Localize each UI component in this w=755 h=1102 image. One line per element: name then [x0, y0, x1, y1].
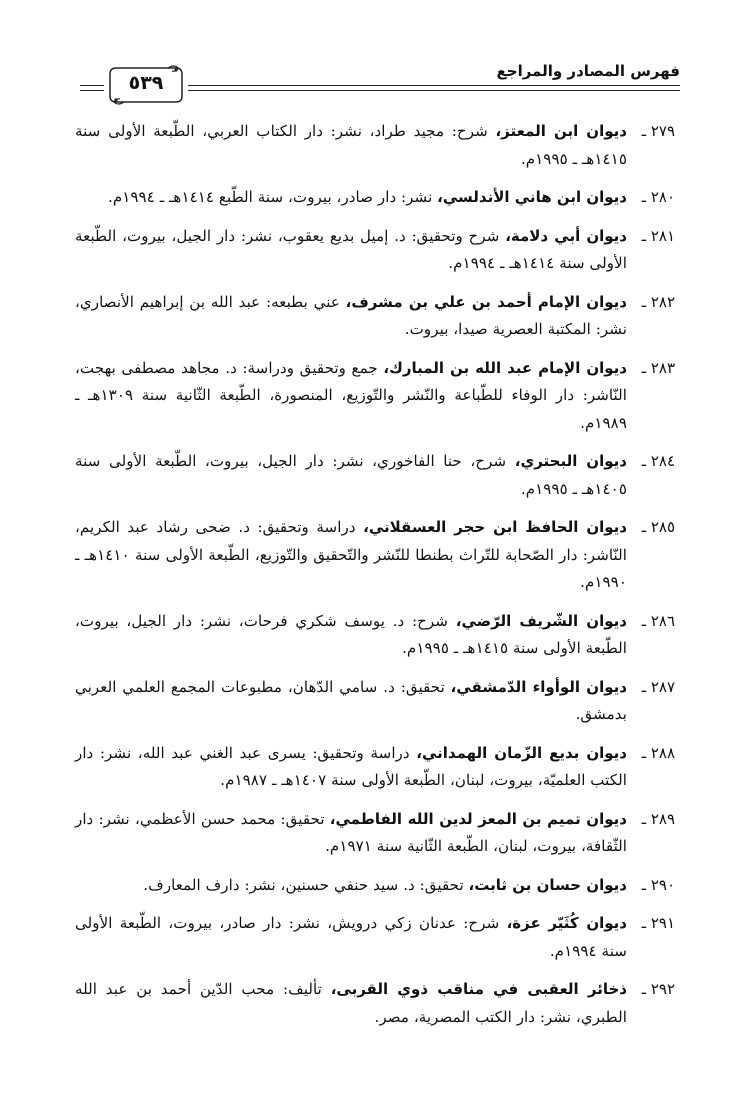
- bibliography-entry: [75, 448, 675, 503]
- entry-title: ديوان الإمام عبد الله بن المبارك،: [383, 358, 627, 377]
- entry-title: ديوان أبي دلامة،: [505, 226, 627, 245]
- entry-text: [75, 355, 627, 438]
- entry-details: تحقيق: د. سامي الدّهان، مطبوعات المجمع العلمي العربي بدمشق.: [75, 677, 627, 723]
- entry-text: [75, 184, 627, 212]
- entry-title: ديوان حسان بن ثابت،: [468, 875, 627, 894]
- entry-details: شرح وتحقيق: د. إميل بديع يعقوب، نشر: دار الجيل، بيروت، الطّبعة الأولى سنة ١٤١٤هـ ـ ١٩٩٤م.: [75, 226, 627, 272]
- entry-number: ٢٨٢ ـ: [641, 292, 675, 311]
- page-number: ٥٣٩: [128, 72, 164, 94]
- entry-text: [75, 976, 627, 1031]
- entry-number: ٢٩٠ ـ: [641, 875, 675, 894]
- entry-title: ديوان ابن المعتز،: [495, 122, 627, 140]
- entry-text: [75, 118, 627, 173]
- bibliography-list: [75, 118, 675, 1042]
- entry-text: [75, 223, 627, 278]
- entry-title: ديوان تميم بن المعز لدين الله الفاطمي،: [329, 809, 627, 828]
- entry-number: ٢٧٩ ـ: [641, 122, 675, 140]
- entry-details: نشر: دار صادر، بيروت، سنة الطّبع ١٤١٤هـ ـ ١٩٩٤م.: [108, 188, 438, 206]
- entry-number: ٢٨٣ ـ: [641, 358, 675, 377]
- bibliography-entry: [75, 608, 675, 663]
- entry-number: ٢٨٥ ـ: [641, 518, 675, 536]
- entry-number: ٢٨٧ ـ: [641, 677, 675, 696]
- entry-details: جمع وتحقيق ودراسة: د. مجاهد مصطفى بهجت، النّاشر: دار الوفاء للطّباعة والنّشر والتّوزيع، المنصورة، الطّبعة الثّانية سنة ١٣٠٩هـ ـ ١٩٨٩م.: [75, 358, 627, 432]
- entry-number: ٢٨٨ ـ: [641, 743, 675, 762]
- entry-title: ديوان الإمام أحمد بن علي بن مشرف،: [345, 292, 627, 311]
- entry-number: ٢٩١ ـ: [641, 914, 675, 932]
- bibliography-entry: [75, 289, 675, 344]
- entry-number: ٢٨٠ ـ: [641, 188, 675, 206]
- header-rule-top: [188, 85, 680, 86]
- entry-text: [75, 674, 627, 729]
- entry-text: [75, 289, 627, 344]
- entry-details: تحقيق: محمد حسن الأعظمي، نشر: دار الثّقافة، بيروت، لبنان، الطّبعة الثّانية سنة ١٩٧١م.: [75, 809, 627, 855]
- entry-number: ٢٨٩ ـ: [641, 809, 675, 828]
- entry-details: دراسة وتحقيق: د. ضحى رشاد عبد الكريم، النّاشر: دار الصّحابة للتّراث بطنطا للنّشر والتّحقيق والتّوزيع، الطّبعة الأولى سنة ١٤١٠هـ ـ ١٩٩٠م.: [75, 518, 627, 591]
- entry-details: تأليف: محب الدّين أحمد بن عبد الله الطبري، نشر: دار الكتب المصرية، مصر.: [75, 980, 627, 1026]
- entry-details: شرح: مجيد طراد، نشر: دار الكتاب العربي، الطّبعة الأولى سنة ١٤١٥هـ ـ ١٩٩٥م.: [75, 122, 627, 168]
- bibliography-entry: [75, 184, 675, 212]
- entry-details: تحقيق: د. سيد حنفي حسنين، نشر: دارف المعارف.: [143, 875, 469, 894]
- entry-text: [75, 608, 627, 663]
- entry-title: ديوان بديع الزّمان الهمداني،: [416, 743, 627, 762]
- entry-details: شرح: د. يوسف شكري فرحات، نشر: دار الجيل، بيروت، الطّبعة الأولى سنة ١٤١٥هـ ـ ١٩٩٥م.: [75, 611, 627, 657]
- page-number-frame: [106, 64, 186, 106]
- page-header: [80, 62, 680, 108]
- bibliography-entry: [75, 806, 675, 861]
- entry-text: [75, 806, 627, 861]
- entry-title: ديوان الوأواء الدّمشقي،: [450, 677, 627, 696]
- entry-title: ذخائر العقبى في مناقب ذوي القربى،: [330, 980, 627, 998]
- bibliography-entry: [75, 740, 675, 795]
- entry-text: [75, 872, 627, 900]
- entry-text: [75, 448, 627, 503]
- entry-title: ديوان الحافظ ابن حجر العسقلاني،: [363, 518, 627, 536]
- bibliography-entry: [75, 118, 675, 173]
- entry-text: [75, 740, 627, 795]
- left-rule-top: [80, 85, 104, 86]
- bibliography-entry: [75, 976, 675, 1031]
- bibliography-entry: [75, 872, 675, 900]
- entry-details: شرح، حنا الفاخوري، نشر: دار الجيل، بيروت، الطّبعة الأولى سنة ١٤٠٥هـ ـ ١٩٩٥م.: [75, 452, 627, 498]
- entry-title: ديوان ابن هاني الأندلسي،: [437, 188, 627, 206]
- entry-text: [75, 514, 627, 597]
- bibliography-entry: [75, 223, 675, 278]
- entry-details: دراسة وتحقيق: يسرى عبد الغني عبد الله، نشر: دار الكتب العلميّة، بيروت، لبنان، الطّبعة الأولى سنة ١٤٠٧هـ ـ ١٩٨٧م.: [75, 743, 627, 789]
- bibliography-entry: [75, 355, 675, 438]
- entry-number: ٢٩٢ ـ: [641, 980, 675, 998]
- entry-number: ٢٨٦ ـ: [641, 611, 675, 630]
- entry-title: ديوان الشّريف الرّضي،: [455, 611, 627, 630]
- bibliography-entry: [75, 910, 675, 965]
- entry-number: ٢٨١ ـ: [641, 226, 675, 245]
- entry-title: ديوان البحتري،: [514, 452, 627, 470]
- entry-text: [75, 910, 627, 965]
- bibliography-entry: [75, 514, 675, 597]
- header-rule-bottom: [188, 90, 680, 91]
- entry-number: ٢٨٤ ـ: [641, 452, 675, 470]
- left-rule-bottom: [80, 90, 104, 91]
- entry-title: ديوان كُثَيّر عزة،: [506, 914, 627, 932]
- entry-details: شرح: عدنان زكي درويش، نشر: دار صادر، بيروت، الطّبعة الأولى سنة ١٩٩٤م.: [75, 914, 627, 960]
- running-title: فهرس المصادر والمراجع: [496, 62, 680, 80]
- entry-details: عني بطبعه: عبد الله بن إبراهيم الأنصاري، نشر: المكتبة العصرية صيدا، بيروت.: [75, 292, 627, 338]
- bibliography-entry: [75, 674, 675, 729]
